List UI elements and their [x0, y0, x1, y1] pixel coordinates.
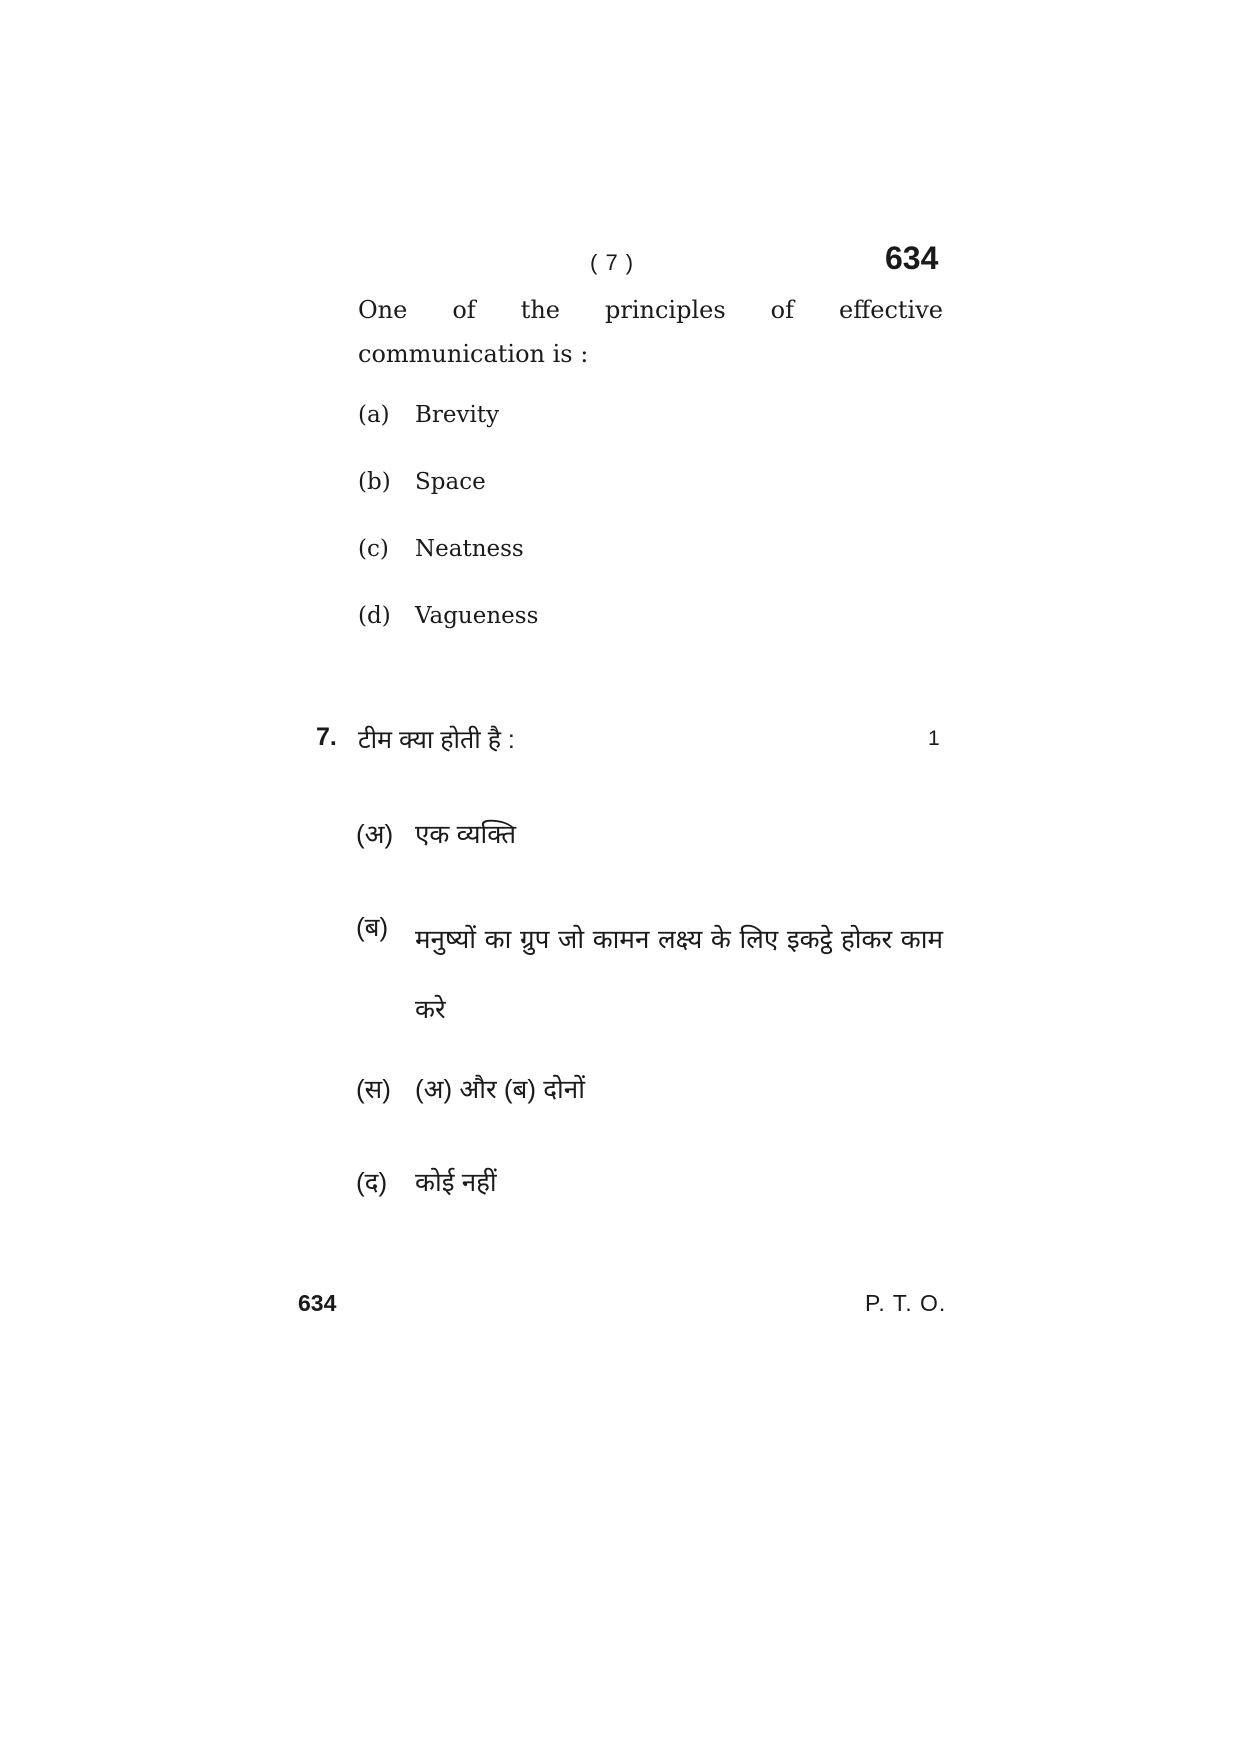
paper-code-bottom: 634	[298, 1290, 337, 1316]
q6-option-c-text: Neatness	[415, 536, 524, 562]
q6-option-b-label: (b)	[358, 469, 391, 495]
q7-option-d-label: (द)	[356, 1167, 388, 1197]
page-number: ( 7 )	[590, 250, 635, 275]
please-turn-over: P. T. O.	[865, 1290, 947, 1316]
q6-option-d-text: Vagueness	[415, 603, 539, 629]
paper-code-top: 634	[885, 240, 939, 276]
question-7-number: 7.	[316, 723, 337, 751]
q6-option-c-label: (c)	[358, 536, 389, 562]
q7-option-c-label: (स)	[356, 1074, 391, 1104]
q6-option-a-text: Brevity	[415, 402, 500, 428]
q7-option-a-text: एक व्यक्ति	[415, 819, 517, 849]
q6-option-a-label: (a)	[358, 402, 390, 428]
question-7-text: टीम क्या होती है :	[358, 726, 515, 754]
question-6-text: One of the principles of effective communication is :	[358, 296, 943, 368]
q6-option-b-text: Space	[415, 469, 486, 495]
q7-option-b-text: मनुष्यों का ग्रुप जो कामन लक्ष्य के लिए इकट्ठे होकर काम करे	[415, 924, 943, 1024]
q7-option-b-label: (ब)	[356, 912, 389, 942]
question-7-marks: 1	[928, 727, 940, 750]
q7-option-c-text: (अ) और (ब) दोनों	[415, 1074, 585, 1104]
q7-option-d-text: कोई नहीं	[415, 1167, 497, 1197]
q6-option-d-label: (d)	[358, 603, 391, 629]
q7-option-a-label: (अ)	[356, 819, 394, 849]
